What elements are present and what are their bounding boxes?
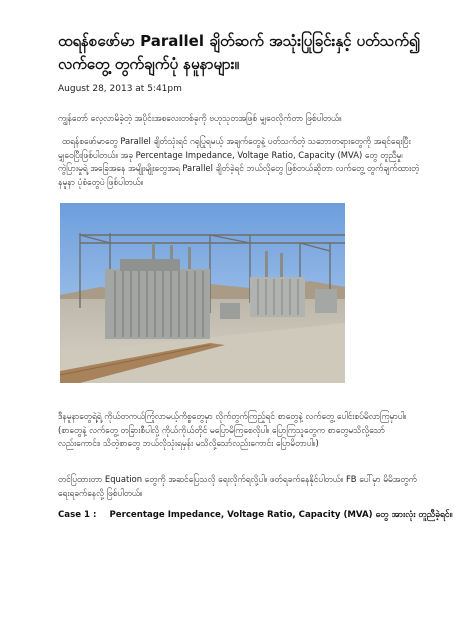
- paragraph-context: ထရန်စဖော်မာတွေ Parallel ချိတ်သုံးရင် ဂရုပြုရမယ့် အချက်တွေနဲ့ ပတ်သက်တဲ့ သဘောတရားတွေကို အရင်ရေးပြီး မျှဝေပြီးဖြစ်ပါတယ်။ အခု Percentage Impedance, Voltage Ratio, Capacity (MVA) တွေ တူညီမှု၊ ကွဲပြားမှုရဲ့ အခြေအနေ အမျိုးမျိုးတွေအရ Parallel ချိတ်ခဲ့ရင် ဘယ်လိုတွေ ဖြစ်တယ်ဆိုတာ လက်တွေ့ တွက်ချက်ထားတဲ့ နမူနာ ပုံစံတွေပဲ ဖြစ်ပါတယ်။: [58, 136, 420, 187]
- substation-photo: [60, 203, 345, 383]
- case-label: Case 1 :: [58, 510, 97, 520]
- post-date: August 28, 2013 at 5:41pm: [58, 84, 182, 94]
- paragraph-practice: ဒီနမူနာတွေရဲ့ရဲ့ ကိုယ်တကယ်ကြုံလာမယ့်ကိစ္စတွေမှာ လိုက်တွက်ကြည့်ရင် စာတွေနဲ့ လက်တွေ့ ပေါင်းစပ်မိလာကြမှာပါ။ (စာတွေနဲ့ လက်တွေ့ တခြားစီပါလို့ ကိုယ်ကိုယ်တိုင် မပြောမိကြစေလိုပါ။ ပြောကြသူတွေက စာတွေမသိလို့သော် လည်းကောင်း၊ သိတဲ့စာတွေ ဘယ်လိုသုံးရမှန်း မသိလို့သော်လည်းကောင်း ပြောမိတာပါ။): [58, 411, 407, 449]
- article-title: ထရန်စဖော်မာ Parallel ချိတ်ဆက် အသုံးပြုခြင်းနှင့် ပတ်သက်၍ လက်တွေ့ တွက်ချက်ပုံ နမူနာများ။: [58, 32, 421, 73]
- case-heading: [58, 510, 453, 522]
- case-text: Percentage Impedance, Voltage Ratio, Capacity (MVA) တွေ အားလုံး တူညီခဲ့ရင်။: [109, 510, 453, 520]
- paragraph-note: တင်ပြထားတာ Equation တွေကို အဆင်ပြေသလို ရေးလိုက်ရလို့ပါ။ ဖတ်ရခက်နေနိုင်ပါတယ်။ FB ပေါ်မှာ မိမိအတွက် ရေးရခက်နေလို့ ဖြစ်ပါတယ်။: [58, 474, 417, 498]
- paragraph-intro: ကျွန်တော် လေ့လာမိခဲ့တဲ့ အပိုင်းအစလေးတစ်ခုကို ဗဟုသုတအဖြစ် မျှဝေလိုက်တာ ဖြစ်ပါတယ်။: [58, 113, 342, 124]
